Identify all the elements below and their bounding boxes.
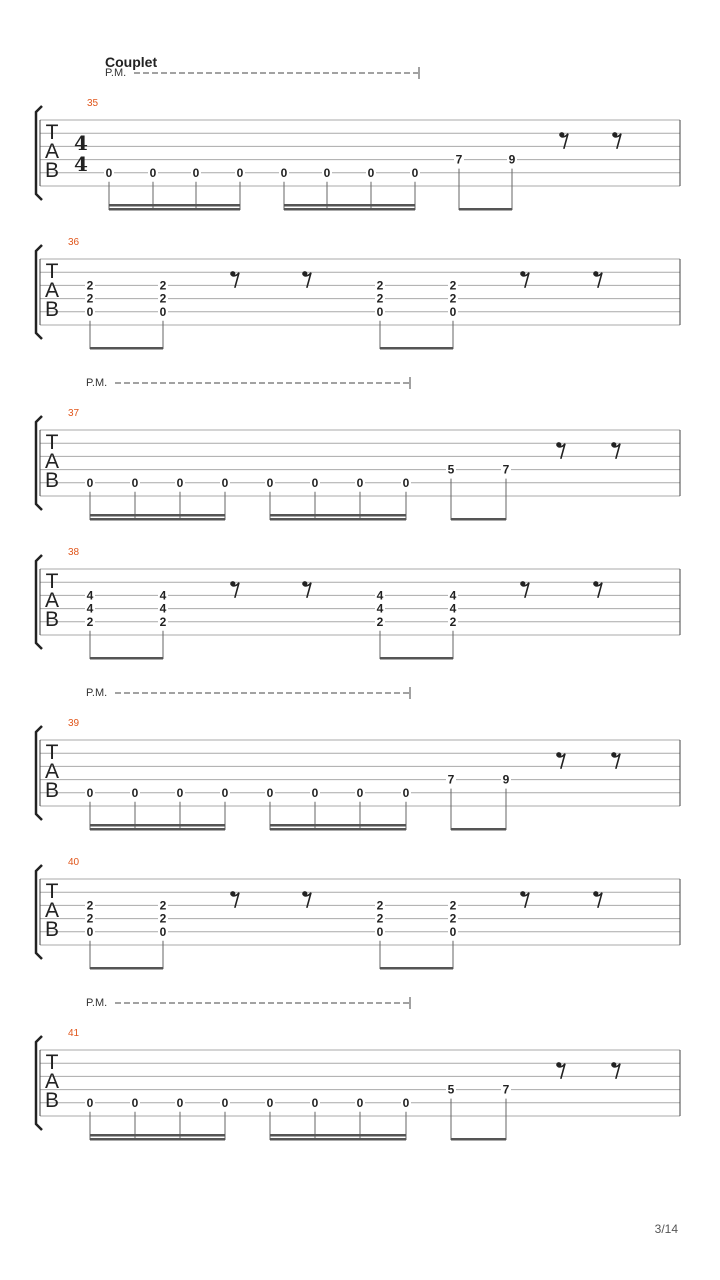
- eighth-rest: [593, 891, 602, 907]
- fret-number: 0: [221, 475, 229, 490]
- fret-number: 2: [449, 898, 457, 913]
- tab-letter-b: B: [44, 779, 60, 802]
- fret-number: 4: [159, 588, 167, 603]
- beam: [90, 657, 163, 660]
- palm-mute-label: P.M.: [105, 67, 127, 79]
- measure-39: [36, 687, 680, 831]
- fret-number: 0: [367, 165, 375, 180]
- fret-number: 7: [502, 462, 510, 477]
- tab-letter-a: A: [44, 140, 60, 163]
- palm-mute-label: P.M.: [86, 687, 108, 699]
- fret-number: 0: [376, 304, 384, 319]
- fret-number: 0: [236, 165, 244, 180]
- beam-secondary: [270, 514, 406, 517]
- tab-letter-a: A: [44, 279, 60, 302]
- fret-number: 0: [266, 785, 274, 800]
- fret-number: 2: [449, 291, 457, 306]
- fret-number: 0: [149, 165, 157, 180]
- fret-number: 7: [502, 1082, 510, 1097]
- beam-secondary: [284, 204, 415, 207]
- fret-number: 2: [86, 278, 94, 293]
- beam-secondary: [109, 204, 240, 207]
- fret-number: 2: [159, 911, 167, 926]
- beam: [380, 657, 453, 660]
- tab-letter-b: B: [44, 469, 60, 492]
- fret-number: 0: [86, 924, 94, 939]
- fret-number: 0: [402, 785, 410, 800]
- fret-number: 4: [449, 601, 457, 616]
- fret-number: 2: [159, 614, 167, 629]
- fret-number: 0: [221, 1095, 229, 1110]
- fret-number: 0: [376, 924, 384, 939]
- eighth-rest: [556, 442, 565, 458]
- fret-number: 2: [86, 911, 94, 926]
- fret-number: 0: [311, 475, 319, 490]
- fret-number: 2: [159, 278, 167, 293]
- eighth-rest: [612, 132, 621, 148]
- measure-38: [36, 547, 680, 660]
- fret-number: 0: [311, 1095, 319, 1110]
- beam-secondary: [270, 1134, 406, 1137]
- fret-number: 4: [376, 601, 384, 616]
- beam: [284, 208, 415, 211]
- tab-letter-t: T: [45, 1051, 59, 1074]
- beam: [270, 828, 406, 831]
- tab-letter-a: A: [44, 899, 60, 922]
- fret-number: 4: [449, 588, 457, 603]
- eighth-rest: [559, 132, 568, 148]
- fret-number: 4: [159, 601, 167, 616]
- eighth-rest: [611, 752, 620, 768]
- beam: [451, 518, 506, 521]
- fret-number: 0: [159, 924, 167, 939]
- tab-letter-t: T: [45, 741, 59, 764]
- measure-number: 41: [68, 1028, 80, 1039]
- beam: [90, 1138, 225, 1141]
- eighth-rest: [520, 891, 529, 907]
- fret-number: 5: [447, 462, 455, 477]
- beam: [90, 828, 225, 831]
- fret-number: 2: [376, 291, 384, 306]
- fret-number: 0: [449, 924, 457, 939]
- beam: [459, 208, 512, 211]
- fret-number: 2: [376, 614, 384, 629]
- measure-36: [36, 237, 680, 350]
- eighth-rest: [230, 891, 239, 907]
- eighth-rest: [230, 581, 239, 597]
- eighth-rest: [593, 581, 602, 597]
- beam-secondary: [90, 514, 225, 517]
- section-title: Couplet: [105, 54, 158, 70]
- palm-mute-label: P.M.: [86, 997, 108, 1009]
- beam: [90, 518, 225, 521]
- tab-letter-t: T: [45, 260, 59, 283]
- eighth-rest: [520, 581, 529, 597]
- tab-letter-b: B: [44, 159, 60, 182]
- fret-number: 0: [86, 785, 94, 800]
- fret-number: 0: [449, 304, 457, 319]
- tab-letter-a: A: [44, 450, 60, 473]
- fret-number: 2: [376, 911, 384, 926]
- fret-number: 4: [376, 588, 384, 603]
- time-signature-bottom: 4: [74, 152, 88, 176]
- fret-number: 0: [266, 475, 274, 490]
- eighth-rest: [611, 442, 620, 458]
- measure-number: 40: [68, 857, 80, 868]
- eighth-rest: [302, 891, 311, 907]
- fret-number: 0: [131, 1095, 139, 1110]
- fret-number: 2: [449, 614, 457, 629]
- fret-number: 0: [176, 785, 184, 800]
- fret-number: 0: [411, 165, 419, 180]
- beam: [270, 518, 406, 521]
- beam: [380, 967, 453, 970]
- fret-number: 0: [86, 475, 94, 490]
- fret-number: 9: [502, 772, 510, 787]
- eighth-rest: [230, 271, 239, 287]
- fret-number: 0: [356, 785, 364, 800]
- eighth-rest: [520, 271, 529, 287]
- fret-number: 0: [159, 304, 167, 319]
- fret-number: 7: [447, 772, 455, 787]
- tab-letter-a: A: [44, 760, 60, 783]
- fret-number: 0: [311, 785, 319, 800]
- measure-41: [36, 997, 680, 1141]
- measure-number: 39: [68, 718, 80, 729]
- beam: [90, 347, 163, 350]
- fret-number: 2: [449, 911, 457, 926]
- eighth-rest: [556, 1062, 565, 1078]
- fret-number: 4: [86, 588, 94, 603]
- beam: [90, 967, 163, 970]
- fret-number: 2: [86, 614, 94, 629]
- beam-secondary: [270, 824, 406, 827]
- fret-number: 0: [280, 165, 288, 180]
- eighth-rest: [593, 271, 602, 287]
- fret-number: 0: [402, 1095, 410, 1110]
- tab-letter-b: B: [44, 298, 60, 321]
- eighth-rest: [302, 271, 311, 287]
- tab-letter-a: A: [44, 1070, 60, 1093]
- eighth-rest: [556, 752, 565, 768]
- beam: [109, 208, 240, 211]
- fret-number: 9: [508, 152, 516, 167]
- measure-number: 38: [68, 547, 80, 558]
- tab-letter-t: T: [45, 880, 59, 903]
- tab-letter-b: B: [44, 1089, 60, 1112]
- fret-number: 0: [323, 165, 331, 180]
- tab-letter-b: B: [44, 608, 60, 631]
- fret-number: 0: [86, 304, 94, 319]
- fret-number: 7: [455, 152, 463, 167]
- fret-number: 0: [266, 1095, 274, 1110]
- palm-mute-label: P.M.: [86, 377, 108, 389]
- fret-number: 2: [86, 291, 94, 306]
- beam-secondary: [90, 1134, 225, 1137]
- tab-letter-a: A: [44, 589, 60, 612]
- fret-number: 2: [159, 291, 167, 306]
- measure-number: 35: [87, 98, 99, 109]
- fret-number: 0: [176, 1095, 184, 1110]
- fret-number: 2: [376, 278, 384, 293]
- beam-secondary: [90, 824, 225, 827]
- measure-35: [36, 67, 680, 211]
- beam: [451, 1138, 506, 1141]
- fret-number: 0: [176, 475, 184, 490]
- fret-number: 0: [402, 475, 410, 490]
- tab-letter-t: T: [45, 431, 59, 454]
- fret-number: 2: [376, 898, 384, 913]
- fret-number: 0: [192, 165, 200, 180]
- measure-number: 36: [68, 237, 80, 248]
- beam: [380, 347, 453, 350]
- fret-number: 2: [449, 278, 457, 293]
- measure-number: 37: [68, 408, 80, 419]
- eighth-rest: [611, 1062, 620, 1078]
- tab-letter-b: B: [44, 918, 60, 941]
- time-signature-top: 4: [74, 131, 88, 155]
- fret-number: 0: [131, 475, 139, 490]
- page-number: 3/14: [654, 1222, 678, 1236]
- fret-number: 0: [221, 785, 229, 800]
- measure-37: [36, 377, 680, 521]
- fret-number: 0: [131, 785, 139, 800]
- beam: [451, 828, 506, 831]
- tab-letter-t: T: [45, 570, 59, 593]
- fret-number: 5: [447, 1082, 455, 1097]
- fret-number: 4: [86, 601, 94, 616]
- fret-number: 2: [86, 898, 94, 913]
- fret-number: 0: [356, 1095, 364, 1110]
- fret-number: 0: [86, 1095, 94, 1110]
- beam: [270, 1138, 406, 1141]
- fret-number: 0: [105, 165, 113, 180]
- fret-number: 2: [159, 898, 167, 913]
- eighth-rest: [302, 581, 311, 597]
- fret-number: 0: [356, 475, 364, 490]
- measure-40: [36, 857, 680, 970]
- tab-letter-t: T: [45, 121, 59, 144]
